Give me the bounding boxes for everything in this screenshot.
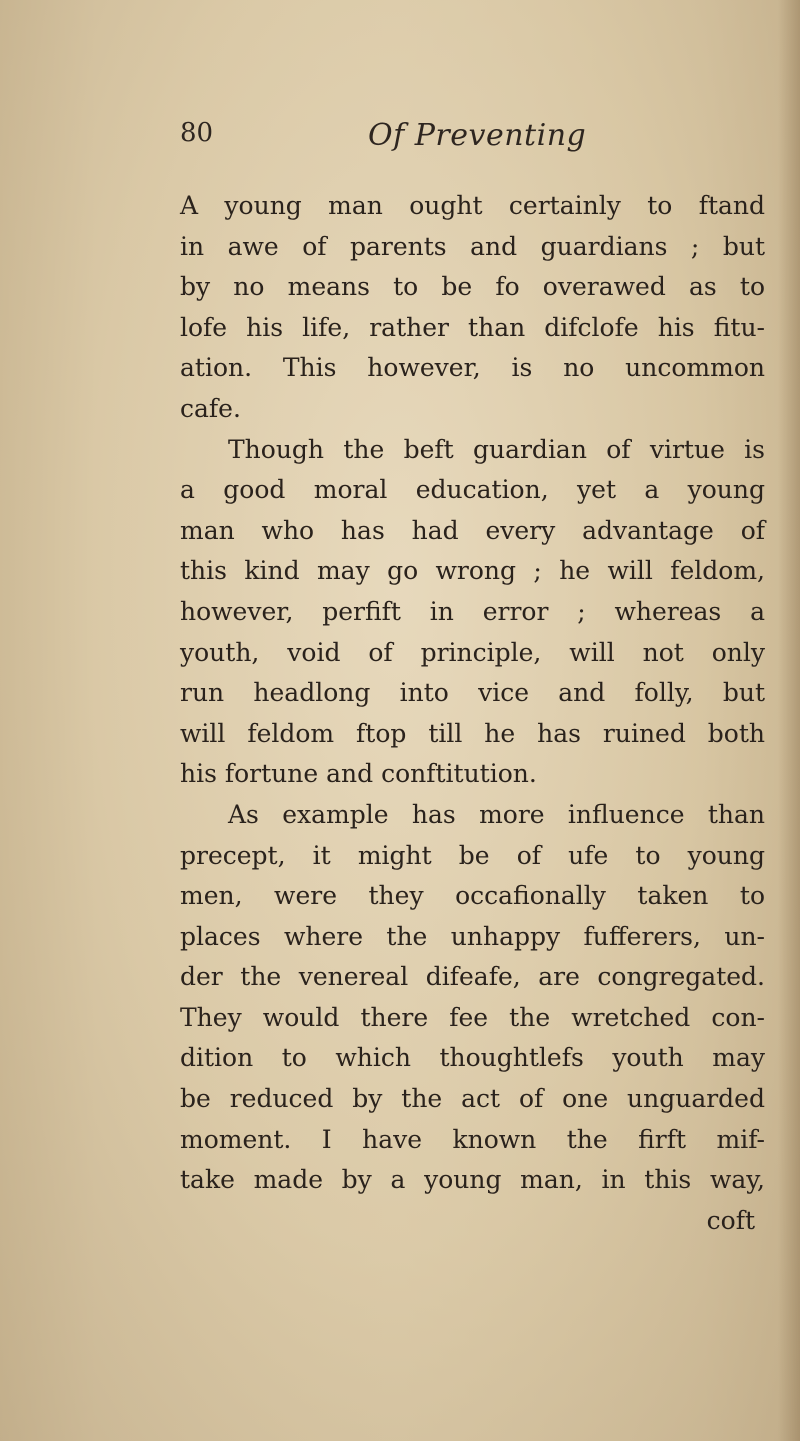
text-line: this kind may go wrong ; he will feldom, [180,556,765,586]
text-line: Though the beft guardian of virtue is [228,434,765,464]
text-line: ation. This however, is no uncommon [180,353,765,383]
text-line: places where the unhappy fufferers, un- [180,921,765,951]
text-line: his fortune and conftitution. [180,759,537,789]
text-line: be reduced by the act of one unguarded [180,1084,765,1114]
text-line: dition to which thoughtlefs youth may [180,1043,765,1073]
text-line: youth, void of principle, will not only [180,637,765,667]
text-line: precept, it might be of ufe to young [180,840,765,870]
text-line: however, perfift in error ; whereas a [180,596,765,626]
text-line: run headlong into vice and folly, but [180,678,765,708]
text-line: They would there fee the wretched con- [180,1002,765,1032]
text-line: by no means to be fo overawed as to [180,272,765,302]
text-line: man who has had every advantage of [180,515,765,545]
page-number: 80 [180,118,214,148]
text-line: cafe. [180,393,241,423]
page-header [0,118,800,168]
text-line: in awe of parents and guardians ; but [180,231,765,261]
body-text [180,186,765,1241]
text-line: men, were they occafionally taken to [180,881,765,911]
text-line: A young man ought certainly to ftand [180,191,765,220]
text-line: moment. I have known the firft mif- [180,1124,765,1154]
text-line: As example has more influence than [228,799,765,829]
text-line: der the venereal difeafe, are congregated. [180,962,765,992]
page-edge-shadow [778,0,800,1441]
text-line: will feldom ftop till he has ruined both [180,718,765,748]
running-title: Of Preventing [368,118,587,153]
text-line: lofe his life, rather than difclofe his fitu- [180,312,765,342]
text-line: a good moral education, yet a young [180,475,765,505]
catchword: coft [706,1205,755,1235]
text-line: take made by a young man, in this way, [180,1165,765,1195]
